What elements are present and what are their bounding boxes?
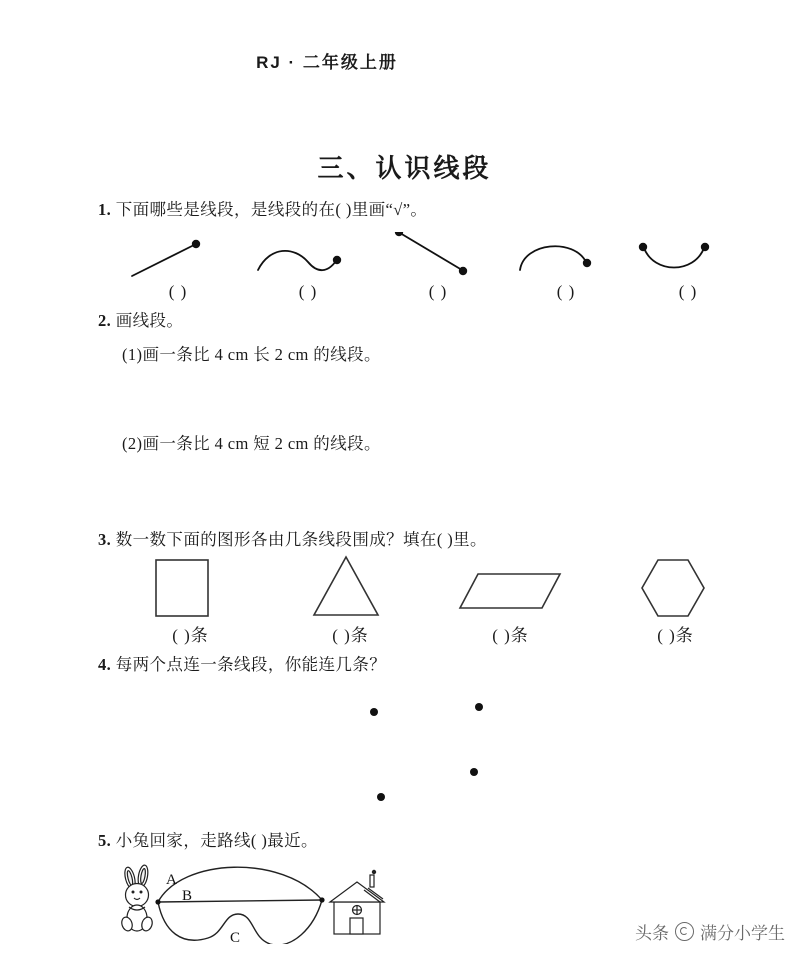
- question-2-text: 画线段。: [115, 311, 184, 330]
- page-header: RJ · 二年级上册: [256, 53, 398, 72]
- question-4-text: 每两个点连一条线段，你能连几条？: [115, 655, 387, 674]
- figure-hexagon: [603, 552, 748, 645]
- answer-bracket-triangle[interactable]: ( )条: [332, 626, 369, 645]
- rabbit-icon: [120, 864, 154, 932]
- answer-bracket-square[interactable]: ( )条: [172, 626, 209, 645]
- answer-bracket-1[interactable]: ( ): [168, 282, 188, 301]
- watermark-account: 满分小学生: [700, 924, 785, 943]
- figure-slanted-ray-up: [118, 232, 238, 300]
- question-5: [98, 829, 318, 854]
- question-4-dot-field: [330, 690, 530, 815]
- point-3: [470, 768, 478, 776]
- question-3-number: 3.: [98, 530, 112, 549]
- answer-bracket-hexagon[interactable]: ( )条: [657, 626, 694, 645]
- figure-triangle: [278, 552, 423, 645]
- question-1-figures: [118, 232, 738, 300]
- question-2-part-1: (1)画一条比 4 cm 长 2 cm 的线段。: [122, 345, 381, 364]
- answer-bracket-4[interactable]: ( ): [556, 282, 576, 301]
- question-1-text: 下面哪些是线段，是线段的在( )里画“√”。: [115, 200, 428, 219]
- path-label-c: C: [230, 930, 241, 944]
- question-2-part-2: (2)画一条比 4 cm 短 2 cm 的线段。: [122, 434, 381, 453]
- question-4: [98, 653, 386, 678]
- start-point: [155, 899, 160, 904]
- watermark: [635, 919, 785, 944]
- point-1: [370, 708, 378, 716]
- path-label-a: A: [166, 872, 177, 888]
- figure-wavy-curve: [248, 232, 368, 300]
- point-4: [377, 793, 385, 801]
- answer-bracket-parallelogram[interactable]: ( )条: [492, 626, 529, 645]
- figure-line-segment: [378, 232, 498, 300]
- answer-bracket-2[interactable]: ( ): [298, 282, 318, 301]
- figure-square: [118, 552, 263, 645]
- house-icon: [330, 870, 384, 934]
- question-1-number: 1.: [98, 200, 112, 219]
- answer-bracket-3[interactable]: ( ): [428, 282, 448, 301]
- question-5-text: 小兔回家，走路线( )最近。: [115, 831, 318, 850]
- question-1: [98, 198, 427, 223]
- point-2: [475, 703, 483, 711]
- figure-lower-arc: [628, 232, 748, 300]
- figure-parallelogram: [438, 552, 583, 645]
- question-3: [98, 528, 487, 553]
- question-2: [98, 309, 183, 334]
- question-3-text: 数一数下面的图形各由几条线段围成？填在( )里。: [115, 530, 487, 549]
- answer-bracket-5[interactable]: ( ): [678, 282, 698, 301]
- watermark-source: 头条: [635, 924, 669, 943]
- question-4-number: 4.: [98, 655, 112, 674]
- question-3-figures: [118, 552, 738, 645]
- question-5-scene: [112, 862, 387, 944]
- end-point: [319, 897, 324, 902]
- page-title: 三、认识线段: [317, 154, 492, 183]
- figure-upper-arc: [506, 232, 626, 300]
- question-2-number: 2.: [98, 311, 112, 330]
- path-label-b: B: [182, 888, 193, 904]
- at-sign-icon: [675, 922, 694, 941]
- question-5-number: 5.: [98, 831, 112, 850]
